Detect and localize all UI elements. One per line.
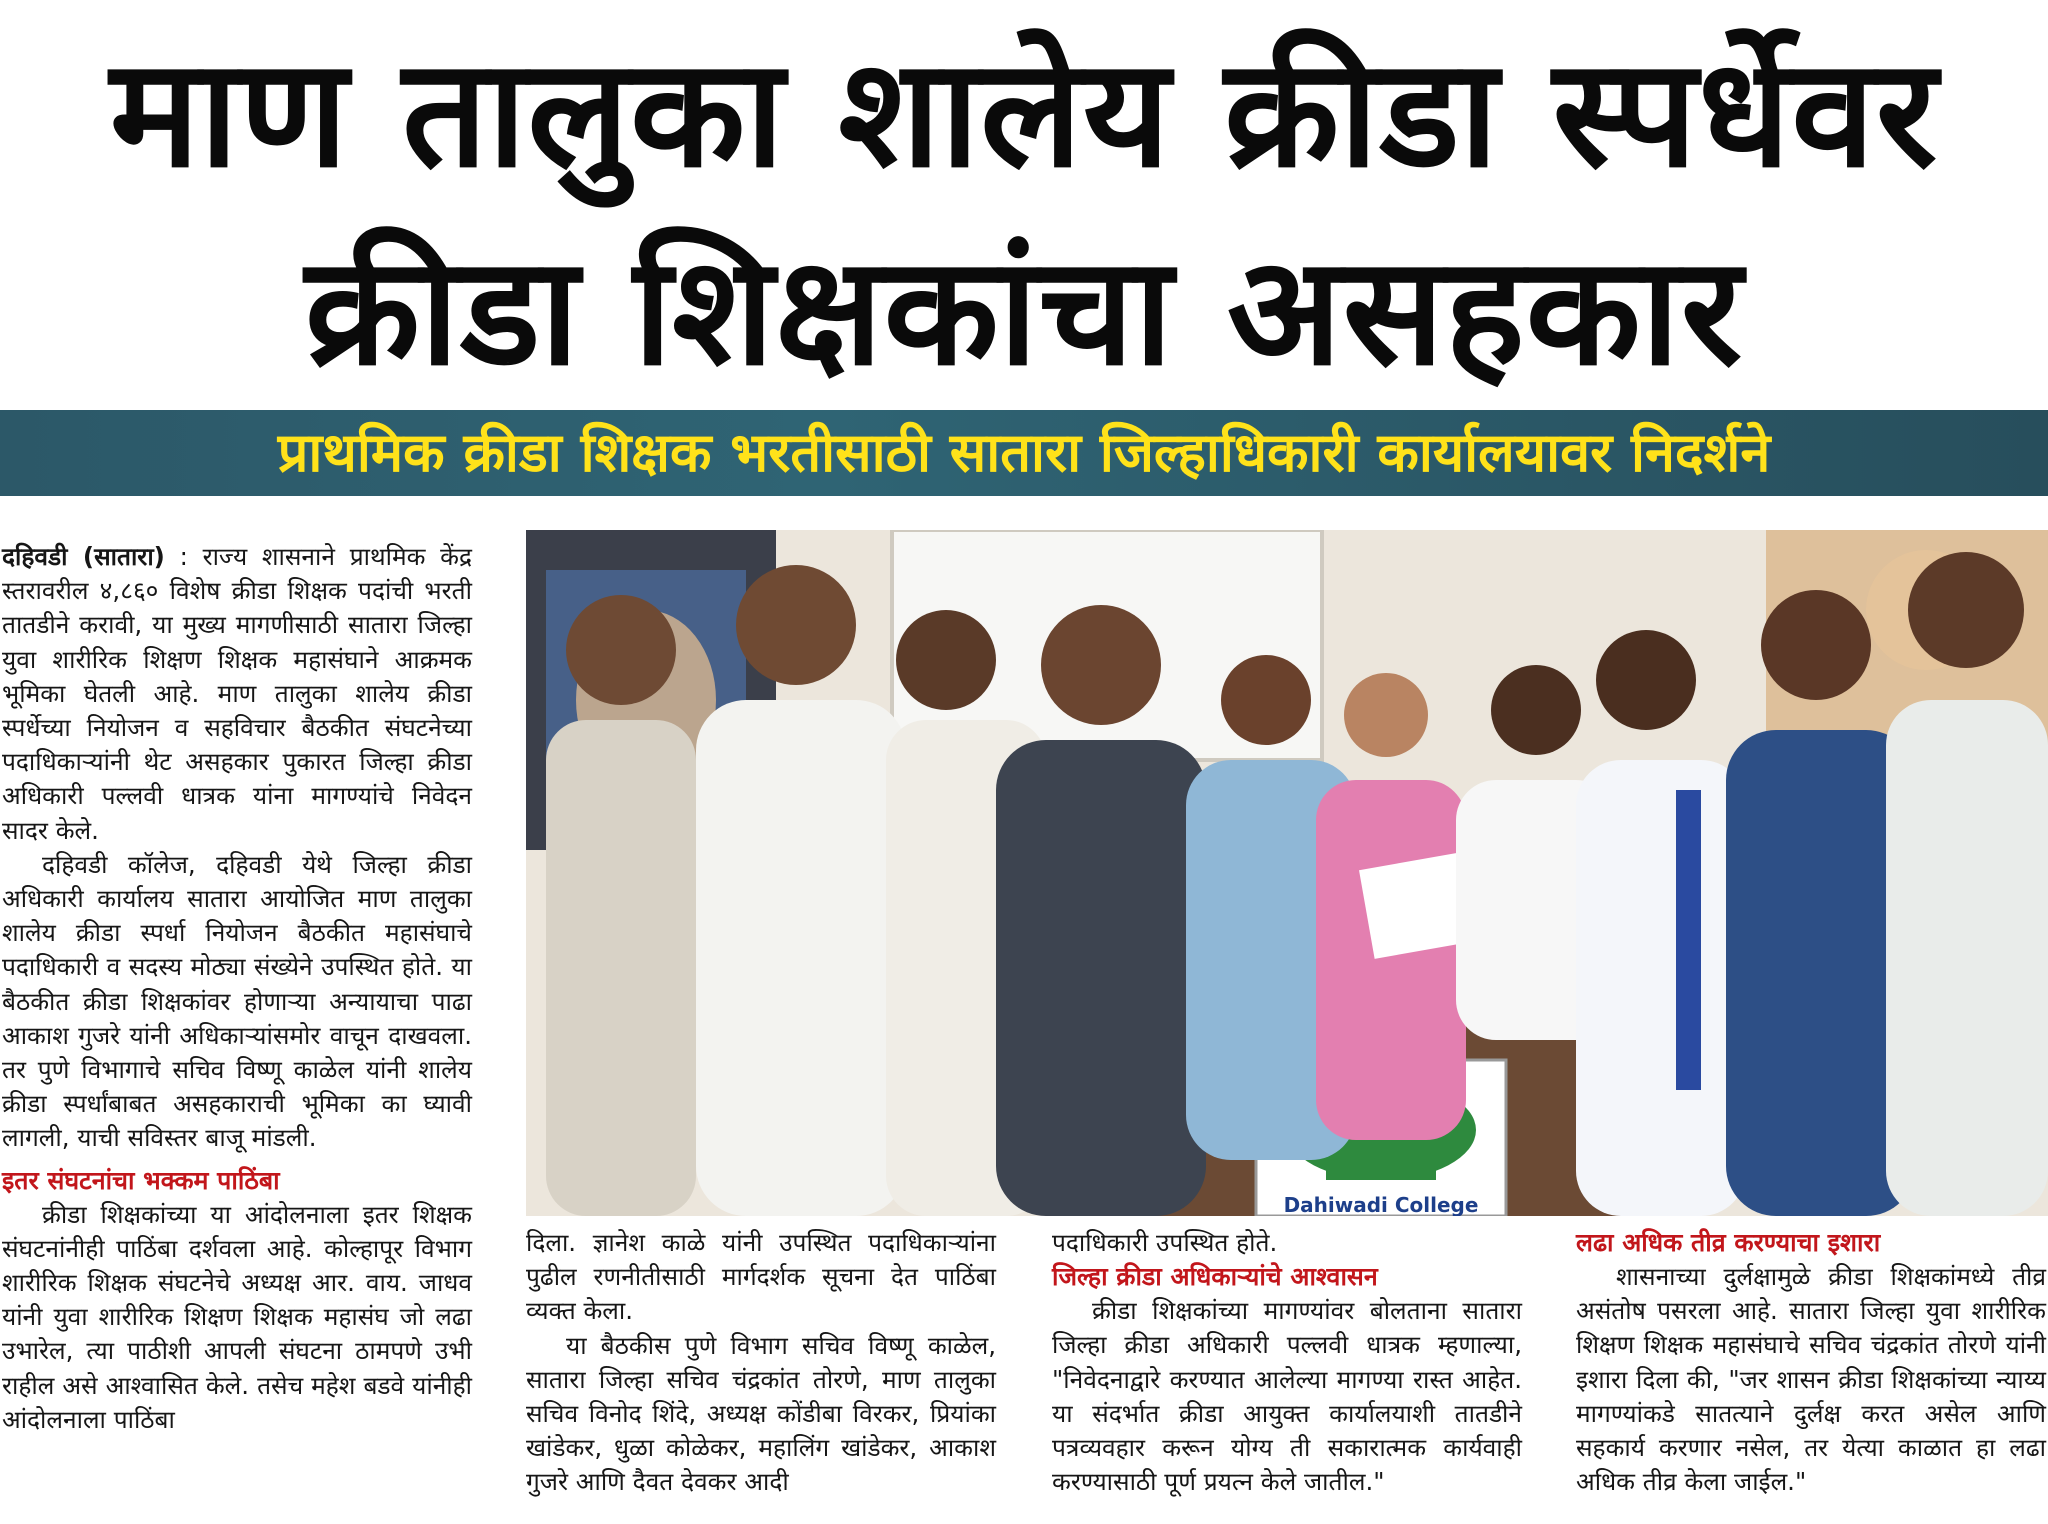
article-column-4 (1576, 1226, 2046, 1499)
headline-line-2: क्रीडा शिक्षकांचा असहकार (304, 225, 1744, 399)
subheadline: प्राथमिक क्रीडा शिक्षक भरतीसाठी सातारा जिल्हाधिकारी कार्यालयावर निदर्शने (277, 421, 1771, 484)
article-column-1 (2, 540, 472, 1437)
article-paragraph-1 (2, 540, 472, 848)
photo-illustration (526, 530, 2048, 1216)
article-paragraph-3: क्रीडा शिक्षकांच्या या आंदोलनाला इतर शिक्षक संघटनांनीही पाठिंबा दर्शवला आहे. कोल्हापूर विभाग शारीरिक शिक्षक संघटनेचे अध्यक्ष आर. वाय. जाधव यांनी युवा शारीरिक शिक्षण शिक्षक महासंघ जो लढा उभारेल, त्या पाठीशी आपली संघटना ठामपणे उभी राहील असे आश्वासित केले. तसेच महेश बडवे यांनीही आंदोलनाला पाठिंबा (2, 1199, 472, 1434)
dateline-separator: : (164, 542, 203, 571)
banner-text: Dahiwadi College (1283, 1193, 1479, 1216)
article-column-2 (526, 1226, 996, 1500)
headline-line-1: माण तालुका शालेय क्रीडा स्पर्धेवर (109, 27, 1939, 201)
subheading-officer-assurance: जिल्हा क्रीडा अधिकाऱ्यांचे आश्वासन (1052, 1262, 1378, 1292)
news-photo (526, 530, 2048, 1216)
article-column-3 (1052, 1226, 1522, 1499)
paragraph-1-text: राज्य शासनाने प्राथमिक केंद्र स्तरावरील ४,८६० विशेष क्रीडा शिक्षक पदांची भरती तातडीने करावी, या मुख्य मागणीसाठी सातारा जिल्हा युवा शारीरिक शिक्षण शिक्षक महासंघाने आक्रमक भूमिका घेतली आहे. माण तालुका शालेय क्रीडा स्पर्धेच्या नियोजन व सहविचार बैठकीत संघटनेच्या पदाधिकाऱ्यांनी थेट असहकार पुकारत जिल्हा क्रीडा अधिकारी पल्लवी धात्रक यांना मागण्यांचे निवेदन सादर केले. (2, 542, 472, 845)
article-paragraph-6: पदाधिकारी उपस्थित होते. (1052, 1228, 1278, 1257)
article-paragraph-8: शासनाच्या दुर्लक्षामुळे क्रीडा शिक्षकांमध्ये तीव्र असंतोष पसरला आहे. सातारा जिल्हा युवा शारीरिक शिक्षण शिक्षक महासंघाचे सचिव चंद्रकांत तोरणे यांनी इशारा दिला की, "जर शासन क्रीडा शिक्षकांच्या न्याय्य मागण्यांकडे सातत्याने दुर्लक्ष करत असेल आणि सहकार्य करणार नसेल, तर येत्या काळात हा लढा अधिक तीव्र केला जाईल." (1576, 1262, 2046, 1497)
article-paragraph-2: दहिवडी कॉलेज, दहिवडी येथे जिल्हा क्रीडा अधिकारी कार्यालय सातारा आयोजित माण तालुका शालेय क्रीडा स्पर्धा नियोजन बैठकीत महासंघाचे पदाधिकारी व सदस्य मोठ्या संख्येने उपस्थित होते. या बैठकीत क्रीडा शिक्षकांवर होणाऱ्या अन्यायाचा पाढा आकाश गुजरे यांनी अधिकाऱ्यांसमोर वाचून दाखवला. तर पुणे विभागाचे सचिव विष्णू काळेल यांनी शालेय क्रीडा स्पर्धांबाबत असहकाराची भूमिका का घ्यावी लागली, याची सविस्तर बाजू मांडली. (2, 849, 472, 1153)
subheading-intensify-struggle: लढा अधिक तीव्र करण्याचा इशारा (1576, 1228, 1881, 1257)
article-paragraph-5: या बैठकीस पुणे विभाग सचिव विष्णू काळेल, सातारा जिल्हा सचिव चंद्रकांत तोरणे, माण तालुका सचिव विनोद शिंदे, अध्यक्ष कोंडीबा विरकर, प्रियांका खांडेकर, धुळा कोळेकर, महालिंग खांडेकर, आकाश गुजरे आणि दैवत देवकर आदी (526, 1330, 996, 1497)
article-paragraph-7: क्रीडा शिक्षकांच्या मागण्यांवर बोलताना सातारा जिल्हा क्रीडा अधिकारी पल्लवी धात्रक म्हणाल्या, "निवेदनाद्वारे करण्यात आलेल्या मागण्या रास्त आहेत. या संदर्भात क्रीडा आयुक्त कार्यालयाशी तातडीने पत्रव्यवहार करून योग्य ती सकारात्मक कार्यवाही करण्यासाठी पूर्ण प्रयत्न केले जातील." (1052, 1296, 1522, 1497)
subheadline-band (0, 410, 2048, 496)
dateline: दहिवडी (सातारा) (2, 542, 165, 571)
article-paragraph-4: दिला. ज्ञानेश काळे यांनी उपस्थित पदाधिकाऱ्यांना पुढील रणनीतीसाठी मार्गदर्शक सूचना देत पाठिंबा व्यक्त केला. (526, 1228, 996, 1326)
subheading-other-unions: इतर संघटनांचा भक्कम पाठिंबा (2, 1165, 280, 1195)
